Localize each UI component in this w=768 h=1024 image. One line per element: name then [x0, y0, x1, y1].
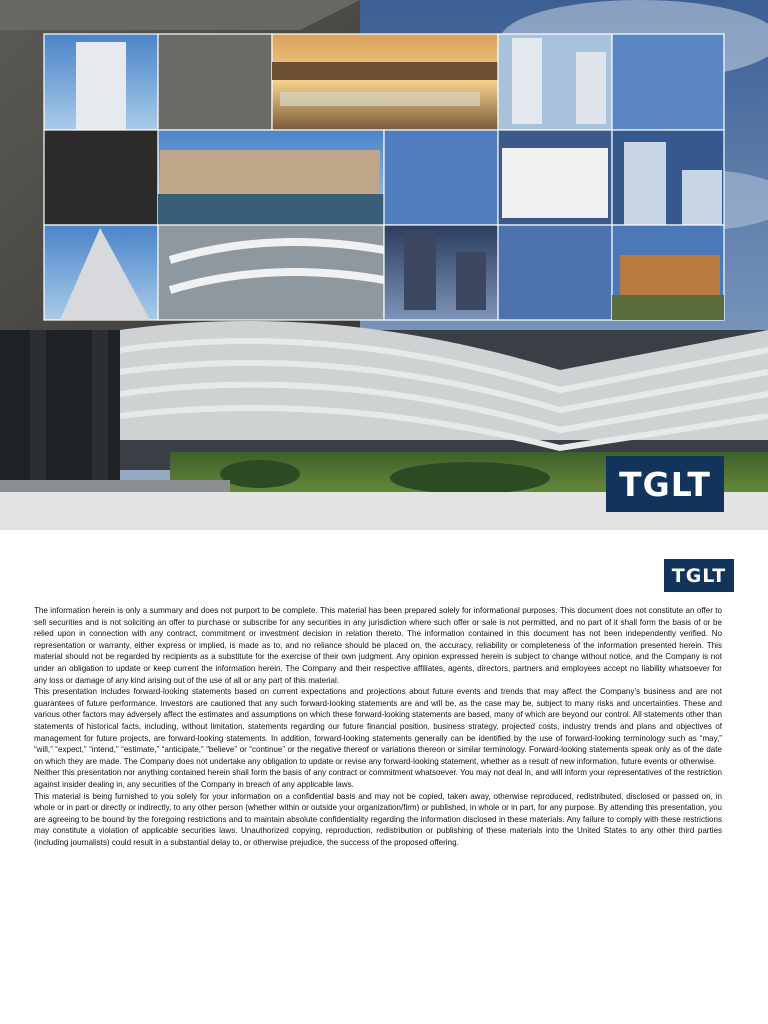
marina-sunset-photo: [272, 34, 498, 130]
project-photo-grid: [44, 34, 724, 320]
hedge: [220, 460, 300, 488]
blue-panel: [384, 130, 498, 225]
brand-logo-large: [606, 456, 724, 512]
concrete-texture: [158, 34, 272, 130]
dark-panel: [44, 130, 158, 225]
brand-logo-text: TGLT: [619, 464, 711, 504]
hedge: [390, 462, 550, 494]
concrete-overhang: [0, 0, 360, 30]
brand-logo-small: [664, 559, 734, 592]
disclaimer-paragraph: This presentation includes forward-looking statements based on current expectations and projections about future events and trends that may affect the Company’s business and are not guarantees of future performance. Investors are cautioned that any such forward-looking statements are and will be, as the case may be, subject to many risks and uncertainties. These and various other factors may adversely affect the estimates and assumptions on which these forward-looking statements are based, many of which are beyond our control. All statements other than statements of historical facts, including, without limitation, statements regarding our future financial position, business strategy, projected costs, industry trends and plans and objectives of management for future projects, are forward-looking statements. In addition, forward-looking statements generally can be identified by the use of forward-looking terminology such as “may,” “will,” “expect,” “intend,” “estimate,” “anticipate,” “believe” or “continue” or the negative thereof or variations thereon or similar terminology. Forward-looking statements speak only as of the date on which they are made. The Company does not undertake any obligation to update or revise any forward-looking statement, whether as a result of new information, future events or otherwise.: [34, 687, 722, 766]
disclaimer-paragraph: This material is being furnished to you solely for your information on a confidential basis and may not be copied, taken away, otherwise reproduced, redistributed, disclosed or passed on, in whole or in part or directly or indirectly, to any other person (whether within or outside your organization/firm) or published, in whole or in part, for any purpose. By attending this presentation, you are agreeing to be bound by the foregoing restrictions and to maintain absolute confidentiality regarding the information disclosed in these materials. Any failure to comply with these restrictions may constitute a violation of applicable securities laws. Unauthorized copying, reproduction, redistribution or publishing of these materials into the United States to any other third parties (including journalists) could result in a substantial delay to, or otherwise prejudice, the success of the proposed offering.: [34, 791, 722, 847]
disclaimer-paragraph: The information herein is only a summary and does not purport to be complete. This material has been prepared solely for informational purposes. This document does not constitute an offer to sell securities and is not soliciting an offer to purchase or subscribe for any securities in any jurisdiction where such offer or sale is not permitted, and no part of it shall form the basis of or be relied upon in connection with any contract, commitment or investment decision in relation thereto. The information contained in this document has not been independently verified. No representation or warranty, either express or implied, is made as to, and no reliance should be placed on, the accuracy, reliability or completeness of the information presented herein. This material should not be regarded by recipients as a substitute for the exercise of their own judgment. Any opinion expressed herein is subject to change without notice, and the Company is not under an obligation to update or keep current the information herein. The Company and their respective affiliates, agents, directors, partners and employees accept no liability whatsoever for any loss or damage of any kind arising out of the use of all or any part of this material.: [34, 606, 722, 685]
disclaimer-paragraph: Neither this presentation nor anything contained herein shall form the basis of any contract or commitment whatsoever. You may not deal in, and will inform your representatives of the restriction against insider dealing in, any securities of the Company in breach of any applicable laws.: [34, 768, 722, 789]
sky-photo: [612, 34, 724, 130]
legal-disclaimer: [34, 605, 722, 848]
blue-panel: [498, 225, 612, 320]
brand-logo-text: TGLT: [671, 564, 727, 587]
